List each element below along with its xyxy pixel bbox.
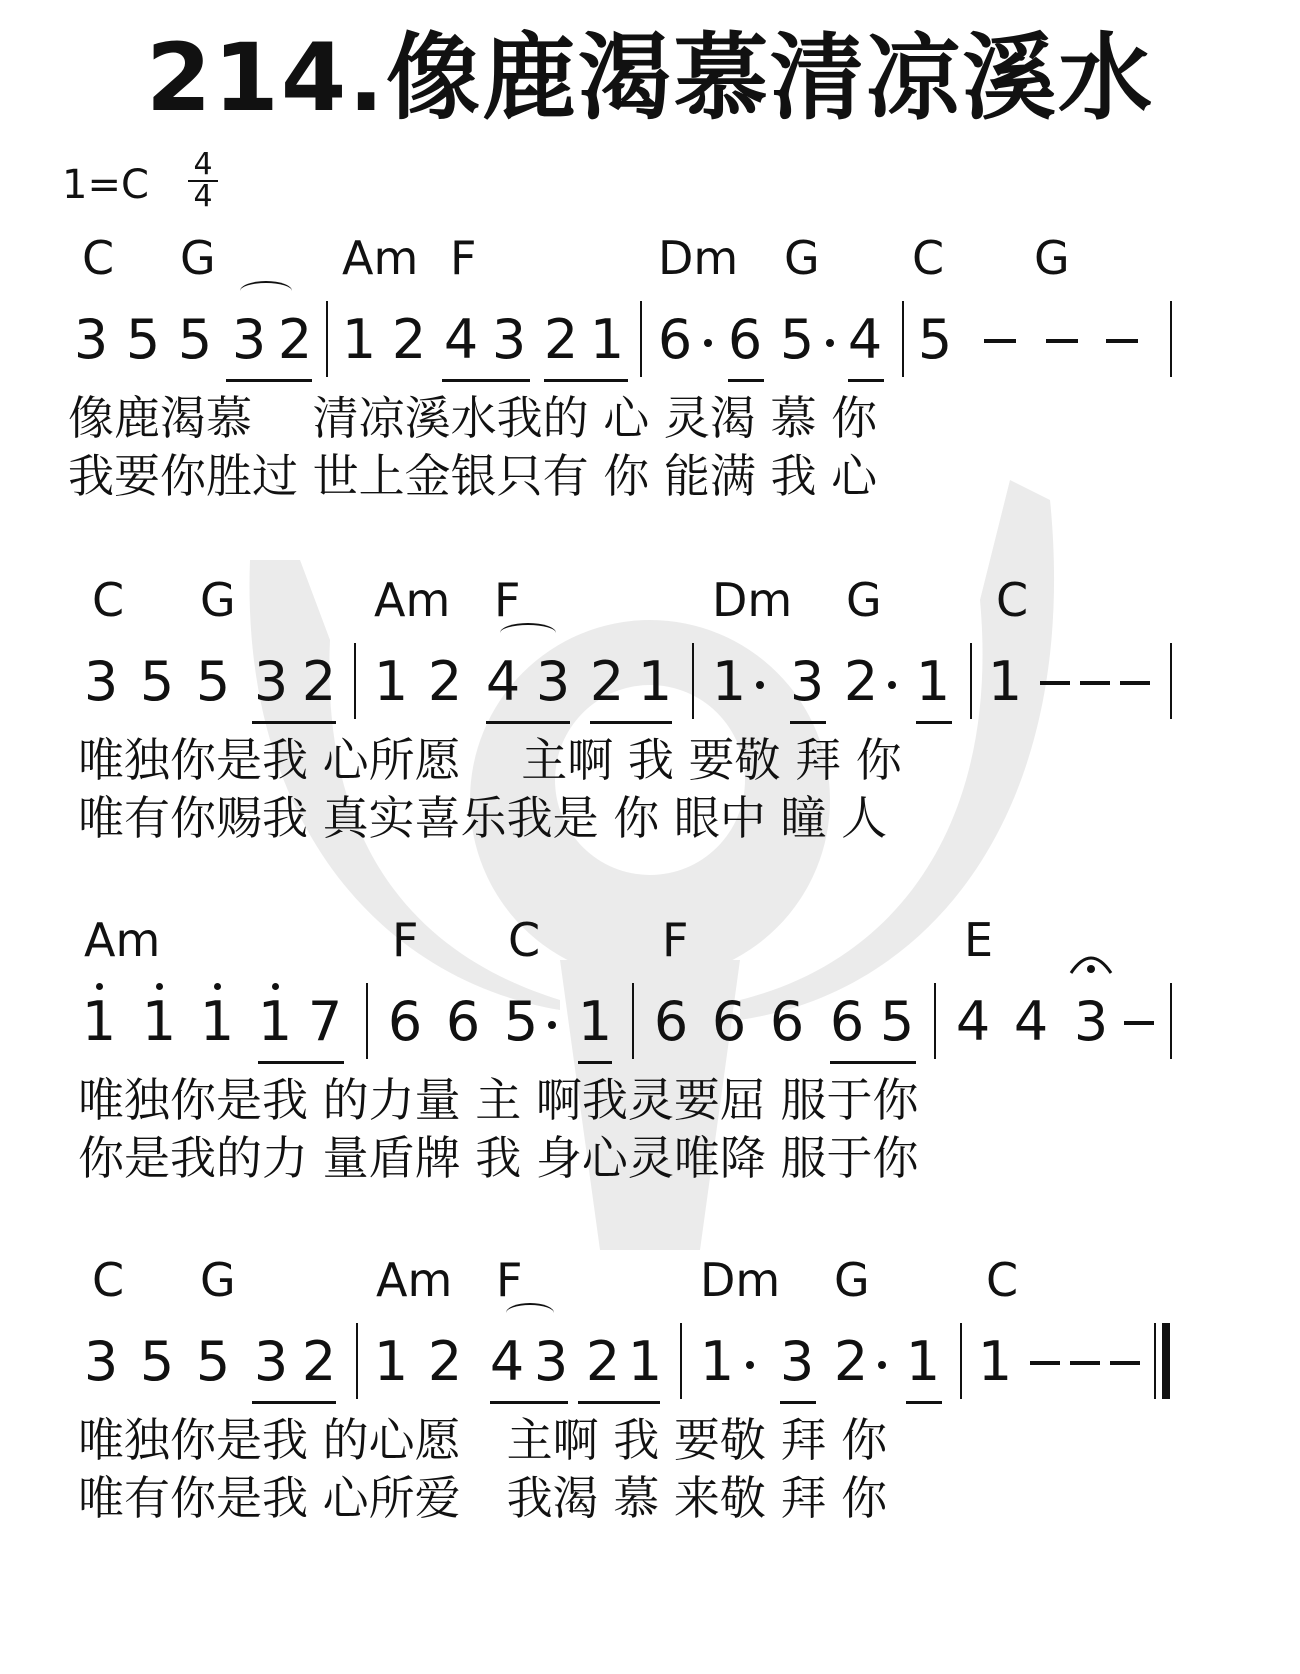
augmentation-dot xyxy=(746,1361,754,1369)
beam xyxy=(590,721,672,724)
chord-symbol: Am xyxy=(374,573,451,627)
chord-symbol: G xyxy=(180,231,216,285)
barline xyxy=(902,301,904,377)
sustain-dash xyxy=(984,339,1016,343)
chord-symbol: F xyxy=(662,913,689,967)
barline xyxy=(970,643,972,719)
time-numerator: 4 xyxy=(188,150,218,182)
note: 1 xyxy=(711,650,747,713)
beam xyxy=(252,721,336,724)
note: 1 xyxy=(81,990,117,1053)
beam xyxy=(780,1401,816,1404)
final-barline-thin xyxy=(1154,1323,1156,1399)
system-4 xyxy=(0,1252,1300,1582)
barline xyxy=(960,1323,962,1399)
barline xyxy=(632,983,634,1059)
note: 3 xyxy=(535,650,571,713)
sustain-dash xyxy=(1106,339,1138,343)
note: 2 xyxy=(589,650,625,713)
chord-symbol: C xyxy=(92,573,125,627)
note: 3 xyxy=(253,1330,289,1393)
note: 6 xyxy=(727,308,763,371)
note: 7 xyxy=(307,990,343,1053)
note: 3 xyxy=(231,308,267,371)
chord-symbol: C xyxy=(986,1253,1019,1307)
note: 1 xyxy=(141,990,177,1053)
page-title: 214.像鹿渴慕清凉溪水 xyxy=(146,24,1154,133)
chord-symbol: F xyxy=(494,573,521,627)
lyric-verse-2: 我要你胜过 世上金银只有 你 能满 我 心 xyxy=(68,449,878,503)
note: 4 xyxy=(485,650,521,713)
note: 5 xyxy=(779,308,815,371)
note: 6 xyxy=(769,990,805,1053)
note: 1 xyxy=(987,650,1023,713)
chord-symbol: F xyxy=(392,913,419,967)
note: 1 xyxy=(977,1330,1013,1393)
beam xyxy=(578,1401,660,1404)
chord-symbol: Dm xyxy=(700,1253,781,1307)
barline xyxy=(640,301,642,377)
time-signature xyxy=(188,147,218,214)
barline xyxy=(1170,983,1172,1059)
sustain-dash xyxy=(1040,681,1070,685)
chord-symbol: Dm xyxy=(712,573,793,627)
octave-dot xyxy=(156,983,163,990)
notation-row xyxy=(0,1317,1300,1407)
beam xyxy=(790,721,826,724)
octave-dot xyxy=(214,983,221,990)
note: 2 xyxy=(301,650,337,713)
beam xyxy=(226,379,312,382)
time-denominator: 4 xyxy=(193,179,213,214)
note: 5 xyxy=(503,990,539,1053)
note: 1 xyxy=(589,308,625,371)
barline xyxy=(680,1323,682,1399)
barline xyxy=(354,643,356,719)
note: 4 xyxy=(955,990,991,1053)
chord-symbol: F xyxy=(450,231,477,285)
barline xyxy=(692,643,694,719)
note: 5 xyxy=(125,308,161,371)
chord-symbol: Dm xyxy=(658,231,739,285)
notation-row xyxy=(0,637,1300,727)
barline xyxy=(1170,301,1172,377)
sustain-dash xyxy=(1120,681,1150,685)
note: 5 xyxy=(139,650,175,713)
lyric-verse-2: 唯有你赐我 真实喜乐我是 你 眼中 瞳 人 xyxy=(78,791,888,845)
note: 1 xyxy=(373,1330,409,1393)
note: 6 xyxy=(711,990,747,1053)
sustain-dash xyxy=(1110,1361,1140,1365)
sustain-dash xyxy=(1070,1361,1100,1365)
beam xyxy=(258,1061,344,1064)
note: 5 xyxy=(195,650,231,713)
note: 1 xyxy=(373,650,409,713)
chord-symbol: Am xyxy=(376,1253,453,1307)
slur xyxy=(240,281,292,301)
note: 3 xyxy=(491,308,527,371)
chord-symbol: C xyxy=(82,231,115,285)
chord-symbol: G xyxy=(834,1253,870,1307)
note: 1 xyxy=(915,650,951,713)
note: 4 xyxy=(847,308,883,371)
chord-symbol: Am xyxy=(342,231,419,285)
system-2 xyxy=(0,572,1300,902)
chord-symbol: G xyxy=(1034,231,1070,285)
note: 5 xyxy=(139,1330,175,1393)
sustain-dash xyxy=(1124,1021,1154,1025)
note: 6 xyxy=(653,990,689,1053)
notation-row xyxy=(0,295,1300,385)
lyric-verse-1: 唯独你是我 的心愿 主啊 我 要敬 拜 你 xyxy=(78,1413,888,1467)
octave-dot xyxy=(96,983,103,990)
beam xyxy=(252,1401,336,1404)
barline xyxy=(934,983,936,1059)
lyric-verse-2: 唯有你是我 心所爱 我渴 慕 来敬 拜 你 xyxy=(78,1471,888,1525)
sustain-dash xyxy=(1080,681,1110,685)
note: 6 xyxy=(829,990,865,1053)
chord-symbol: C xyxy=(508,913,541,967)
lyric-verse-1: 唯独你是我 心所愿 主啊 我 要敬 拜 你 xyxy=(78,733,902,787)
note: 1 xyxy=(341,308,377,371)
system-1 xyxy=(0,230,1300,560)
note: 2 xyxy=(301,1330,337,1393)
note: 2 xyxy=(391,308,427,371)
note: 2 xyxy=(277,308,313,371)
beam xyxy=(906,1401,942,1404)
note: 1 xyxy=(577,990,613,1053)
note: 1 xyxy=(905,1330,941,1393)
lyric-verse-1: 唯独你是我 的力量 主 啊我灵要屈 服于你 xyxy=(78,1073,919,1127)
note: 3 xyxy=(789,650,825,713)
augmentation-dot xyxy=(878,1361,886,1369)
lyric-verse-2: 你是我的力 量盾牌 我 身心灵唯降 服于你 xyxy=(78,1131,919,1185)
note: 5 xyxy=(177,308,213,371)
note: 1 xyxy=(637,650,673,713)
note: 3 xyxy=(1073,990,1109,1053)
note: 3 xyxy=(253,650,289,713)
note: 6 xyxy=(445,990,481,1053)
beam xyxy=(848,379,884,382)
note: 1 xyxy=(627,1330,663,1393)
note: 4 xyxy=(443,308,479,371)
key-signature: 1=C xyxy=(62,162,149,208)
chord-symbol: G xyxy=(200,573,236,627)
barline xyxy=(366,983,368,1059)
chord-symbol: C xyxy=(996,573,1029,627)
note: 2 xyxy=(427,650,463,713)
note: 5 xyxy=(195,1330,231,1393)
system-3 xyxy=(0,912,1300,1242)
beam xyxy=(830,1061,916,1064)
note: 2 xyxy=(427,1330,463,1393)
note: 2 xyxy=(843,650,879,713)
augmentation-dot xyxy=(888,681,896,689)
notation-row xyxy=(0,977,1300,1067)
chord-symbol: Am xyxy=(84,913,161,967)
note: 1 xyxy=(257,990,293,1053)
chord-symbol: G xyxy=(846,573,882,627)
barline xyxy=(356,1323,358,1399)
note: 3 xyxy=(83,650,119,713)
chord-symbol: F xyxy=(496,1253,523,1307)
note: 1 xyxy=(199,990,235,1053)
octave-dot xyxy=(272,983,279,990)
lyric-verse-1: 像鹿渴慕 清凉溪水我的 心 灵渴 慕 你 xyxy=(68,391,878,445)
chord-symbol: E xyxy=(964,913,994,967)
final-barline-thick xyxy=(1162,1323,1170,1399)
augmentation-dot xyxy=(704,339,712,347)
fermata-icon xyxy=(1068,947,1114,977)
chord-symbol: G xyxy=(784,231,820,285)
sustain-dash xyxy=(1030,1361,1060,1365)
chord-symbol: C xyxy=(92,1253,125,1307)
note: 5 xyxy=(917,308,953,371)
note: 3 xyxy=(533,1330,569,1393)
slur xyxy=(506,1303,554,1323)
note: 3 xyxy=(779,1330,815,1393)
chord-symbol: G xyxy=(200,1253,236,1307)
note: 2 xyxy=(833,1330,869,1393)
augmentation-dot xyxy=(756,681,764,689)
note: 6 xyxy=(657,308,693,371)
note: 5 xyxy=(879,990,915,1053)
note: 3 xyxy=(73,308,109,371)
beam xyxy=(578,1061,612,1064)
sustain-dash xyxy=(1046,339,1078,343)
note: 4 xyxy=(1013,990,1049,1053)
note: 2 xyxy=(585,1330,621,1393)
chord-symbol: C xyxy=(912,231,945,285)
barline xyxy=(1170,643,1172,719)
note: 2 xyxy=(543,308,579,371)
beam xyxy=(916,721,952,724)
slur xyxy=(500,623,556,643)
augmentation-dot xyxy=(548,1021,556,1029)
augmentation-dot xyxy=(826,339,834,347)
note: 6 xyxy=(387,990,423,1053)
note: 3 xyxy=(83,1330,119,1393)
note: 1 xyxy=(699,1330,735,1393)
beam xyxy=(486,721,570,724)
beam xyxy=(544,379,628,382)
beam xyxy=(490,1401,568,1404)
barline xyxy=(326,301,328,377)
beam xyxy=(442,379,530,382)
beam xyxy=(728,379,764,382)
note: 4 xyxy=(489,1330,525,1393)
